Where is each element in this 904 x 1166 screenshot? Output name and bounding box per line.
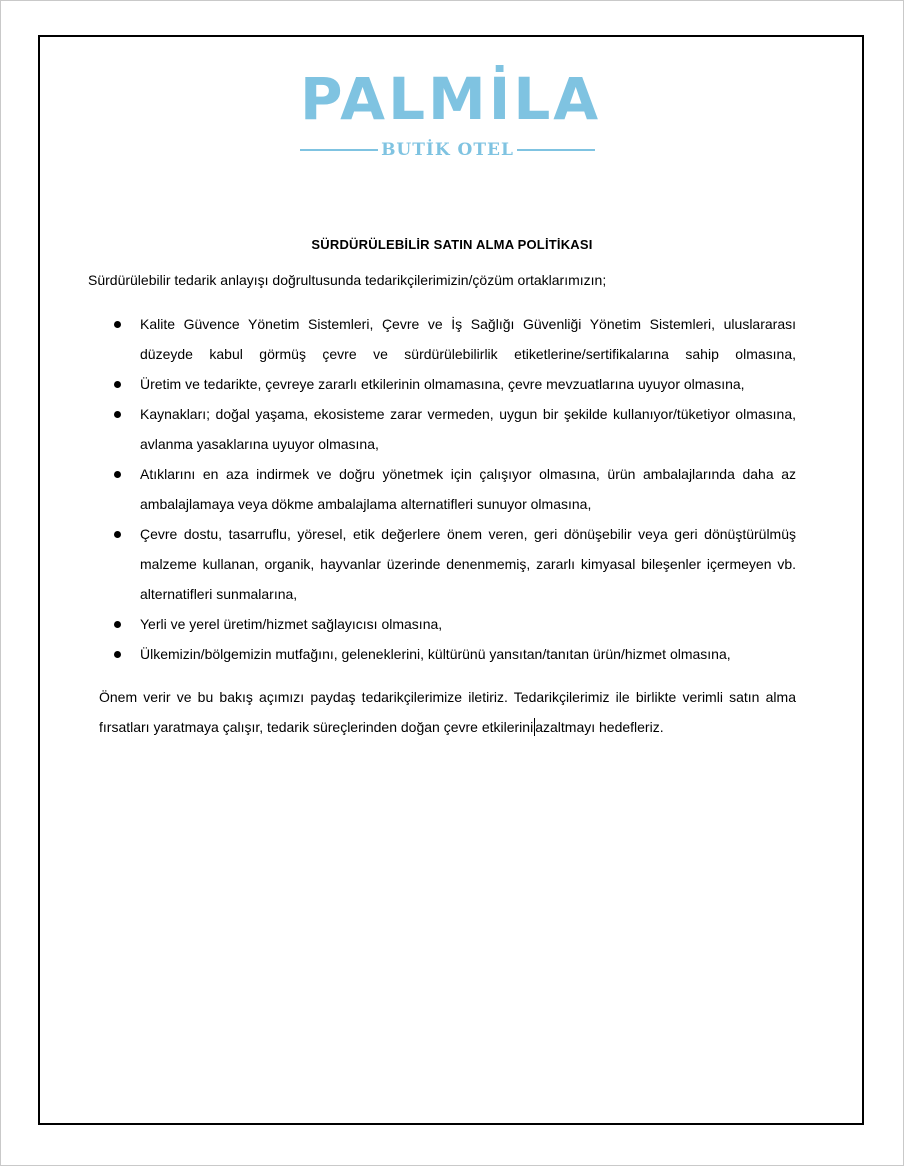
hotel-logo (300, 64, 602, 164)
closing-text-part-2: azaltmayı hedefleriz. (535, 719, 664, 735)
bullet-icon (114, 621, 121, 628)
logo-subtitle-row (300, 140, 595, 160)
bullet-text: Yerli ve yerel üretim/hizmet sağlayıcısı olmasına, (140, 616, 443, 632)
closing-paragraph[interactable] (99, 682, 796, 742)
closing-text-part-1: Önem verir ve bu bakış açımızı paydaş tedarikçilerimize iletiriz. Tedarikçilerimiz ile birlikte verimli satın alma fırsatları yaratmaya çalışır, tedarik süreçlerinden doğan çevre etkilerini (99, 689, 796, 735)
bullet-text: Ülkemizin/bölgemizin mutfağını, geleneklerini, kültürünü yansıtan/tanıtan ürün/hizmet olmasına, (140, 646, 731, 662)
logo-subtitle: BUTİK OTEL (381, 140, 514, 160)
document-title: SÜRDÜRÜLEBİLİR SATIN ALMA POLİTİKASI (311, 237, 593, 252)
intro-paragraph: Sürdürülebilir tedarik anlayışı doğrultusunda tedarikçilerimizin/çözüm ortaklarımızın; (88, 272, 607, 288)
list-item (110, 519, 796, 609)
list-item (110, 459, 796, 519)
bullet-icon (114, 381, 121, 388)
list-item (110, 369, 796, 399)
policy-bullet-list (110, 309, 796, 669)
bullet-icon (114, 471, 121, 478)
list-item (110, 639, 796, 669)
bullet-text: Üretim ve tedarikte, çevreye zararlı etkilerinin olmamasına, çevre mevzuatlarına uyuyor olmasına, (140, 376, 745, 392)
bullet-text: Atıklarını en aza indirmek ve doğru yönetmek için çalışıyor olmasına, ürün ambalajlarında daha az ambalajlamaya veya dökme ambalajlama alternatifleri sunuyor olmasına, (140, 466, 796, 512)
logo-brand-text: PALMİLA (300, 65, 602, 133)
logo-right-rule (517, 149, 595, 151)
bullet-icon (114, 531, 121, 538)
list-item (110, 609, 796, 639)
list-item (110, 309, 796, 369)
bullet-icon (114, 411, 121, 418)
bullet-text: Kalite Güvence Yönetim Sistemleri, Çevre ve İş Sağlığı Güvenliği Yönetim Sistemleri, uluslararası düzeyde kabul görmüş çevre ve sürdürülebilirlik etiketlerine/sertifikalarına sahip olmasına, (140, 316, 796, 362)
bullet-text: Çevre dostu, tasarruflu, yöresel, etik değerlere önem veren, geri dönüşebilir veya geri dönüştürülmüş malzeme kullanan, organik, hayvanlar üzerinde denenmemiş, zararlı kimyasal bileşenler içermeyen vb. alternatifleri sunmalarına, (140, 526, 796, 602)
bullet-text: Kaynakları; doğal yaşama, ekosisteme zarar vermeden, uygun bir şekilde kullanıyor/tüketiyor olmasına, avlanma yasaklarına uyuyor olmasına, (140, 406, 796, 452)
logo-left-rule (300, 149, 378, 151)
bullet-icon (114, 321, 121, 328)
list-item (110, 399, 796, 459)
bullet-icon (114, 651, 121, 658)
